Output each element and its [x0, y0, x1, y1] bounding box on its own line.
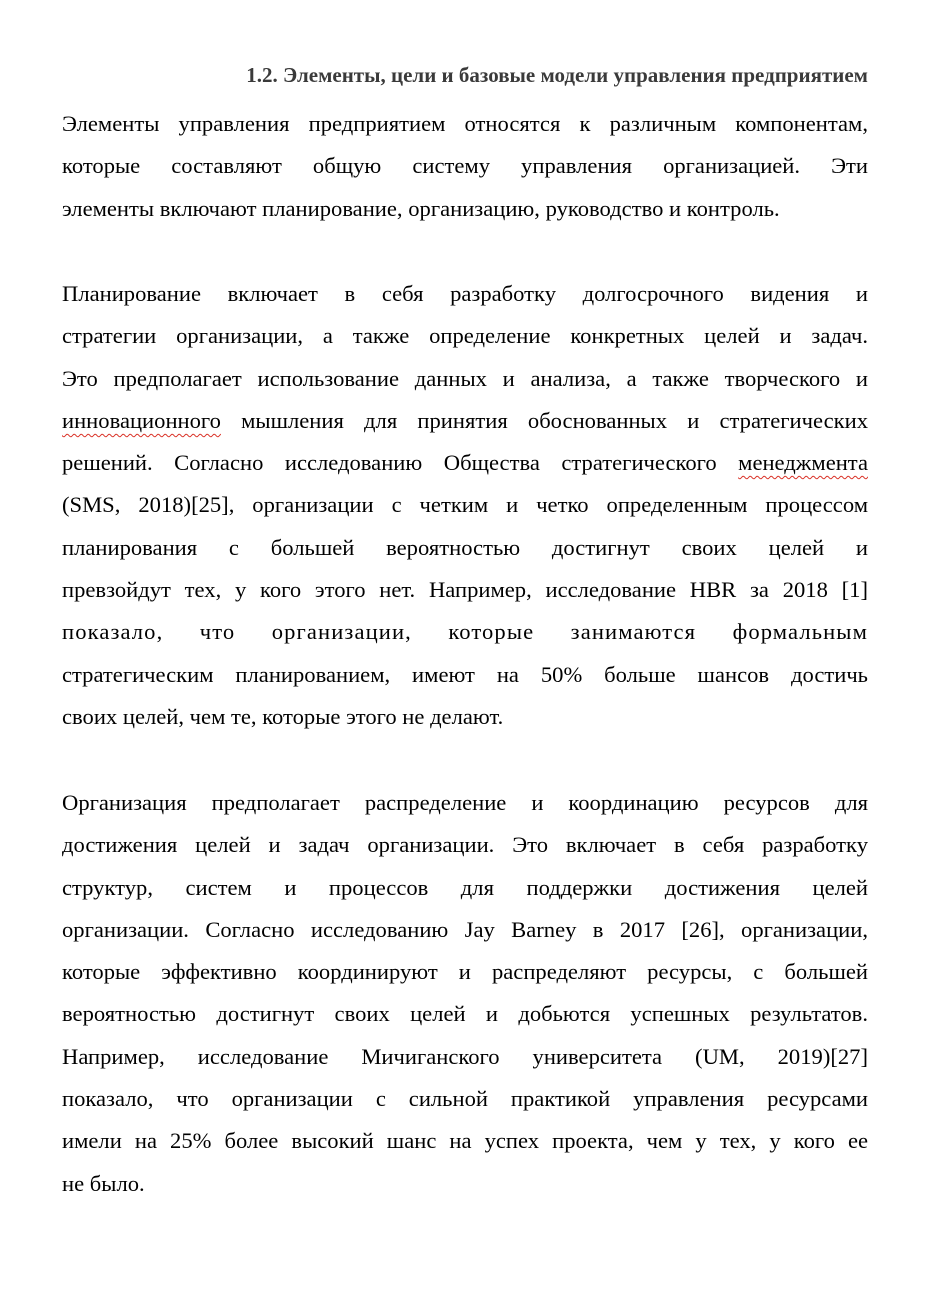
- paragraph-elements-of-management: [62, 103, 868, 230]
- text-line: планирования с большей вероятностью достигнут своих целей и: [62, 534, 868, 560]
- text-line: которые составляют общую систему управления организацией. Эти: [62, 153, 868, 179]
- text-line: своих целей, чем те, которые этого не делают.: [62, 703, 504, 729]
- text-line: [62, 400, 868, 442]
- text-line: показало, что организации, которые занимаются формальным: [62, 619, 868, 645]
- text-line: Это предполагает использование данных и анализа, а также творческого и: [62, 365, 868, 391]
- misspelled-word[interactable]: инновационного: [62, 407, 221, 433]
- text-line: стратегии организации, а также определение конкретных целей и задач.: [62, 323, 868, 349]
- text-line: структур, систем и процессов для поддержки достижения целей: [62, 874, 868, 900]
- misspelled-word[interactable]: менеджмента: [738, 450, 868, 476]
- text-line: Например, исследование Мичиганского университета (UM, 2019)[27]: [62, 1043, 868, 1069]
- text-line: Планирование включает в себя разработку долгосрочного видения и: [62, 281, 868, 306]
- text-line: показало, что организации с сильной практикой управления ресурсами: [62, 1086, 868, 1112]
- text-segment: мышления для принятия обоснованных и стратегических: [220, 407, 868, 433]
- paragraph-planning: [62, 273, 868, 738]
- text-line: Организация предполагает распределение и координацию ресурсов для: [62, 790, 868, 815]
- text-line: не было.: [62, 1170, 145, 1196]
- text-line: элементы включают планирование, организацию, руководство и контроль.: [62, 195, 780, 221]
- text-line: достижения целей и задач организации. Это включает в себя разработку: [62, 832, 868, 858]
- text-line: которые эффективно координируют и распределяют ресурсы, с большей: [62, 959, 868, 985]
- text-line: стратегическим планированием, имеют на 50% больше шансов достичь: [62, 661, 868, 687]
- text-line: превзойдут тех, у кого этого нет. Например, исследование HBR за 2018 [1]: [62, 577, 868, 603]
- text-line: Элементы управления предприятием относятся к различным компонентам,: [62, 111, 868, 136]
- section-heading: 1.2. Элементы, цели и базовые модели управления предприятием: [246, 63, 868, 87]
- text-line: организации. Согласно исследованию Jay Barney в 2017 [26], организации,: [62, 916, 868, 942]
- paragraph-organization: [62, 782, 868, 1205]
- text-line: вероятностью достигнут своих целей и добьются успешных результатов.: [62, 1001, 868, 1027]
- text-line: (SMS, 2018)[25], организации с четким и четко определенным процессом: [62, 492, 868, 518]
- text-line: имели на 25% более высокий шанс на успех проекта, чем у тех, у кого ее: [62, 1128, 868, 1154]
- text-segment: решений. Согласно исследованию Общества стратегического: [62, 450, 739, 476]
- text-line: [62, 442, 868, 484]
